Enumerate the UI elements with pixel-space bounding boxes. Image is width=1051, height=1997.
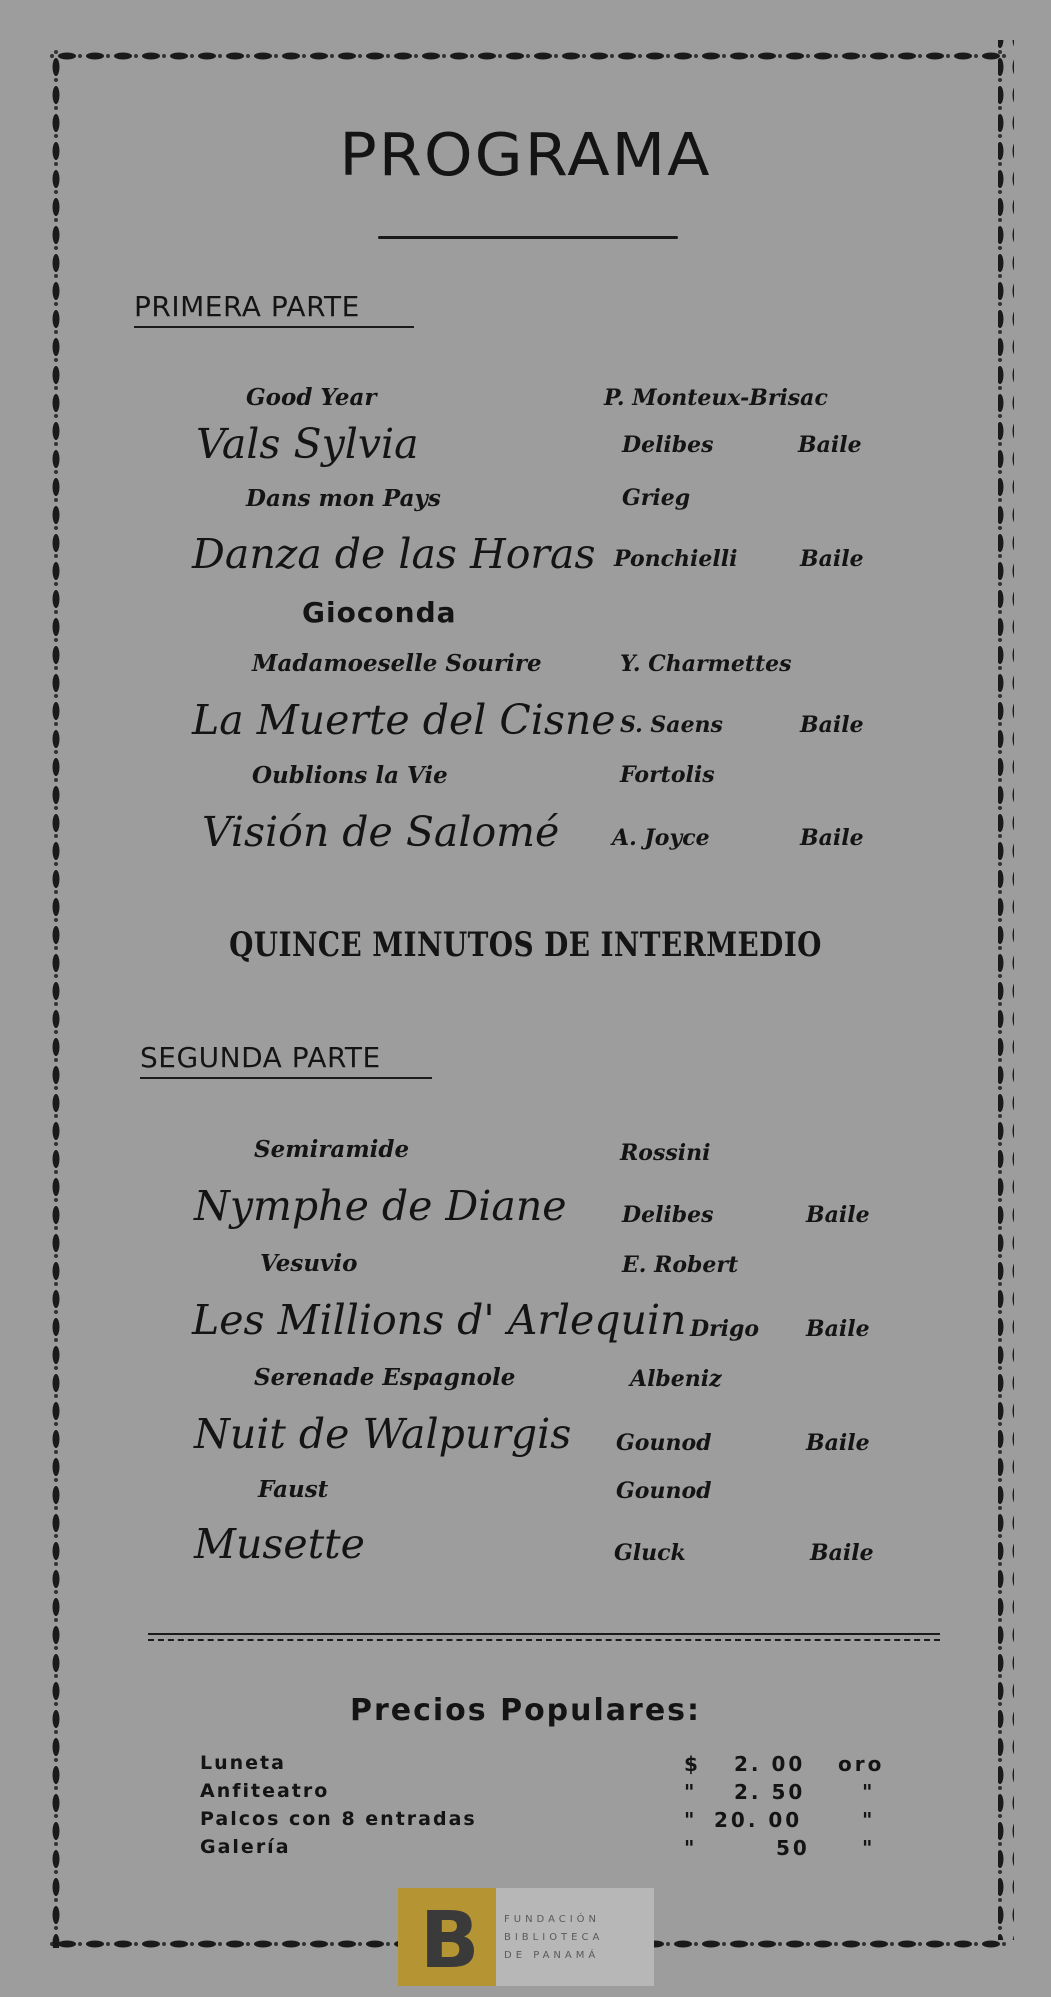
piece-good-year: Good Year [246, 384, 377, 411]
price-unit: " [862, 1780, 876, 1804]
price-currency: " [684, 1808, 698, 1832]
price-unit: " [862, 1836, 876, 1860]
piece-gioconda: Gioconda [302, 596, 457, 629]
piece-oublions-la-vie: Oublions la Vie [252, 762, 448, 789]
price-unit: oro [838, 1752, 885, 1776]
baile-label: Baile [800, 546, 864, 572]
composer-rossini: Rossini [620, 1140, 711, 1166]
composer-delibes: Delibes [622, 1202, 714, 1228]
piece-les-millions-d-arlequin: Les Millions d' Arlequin [192, 1296, 687, 1344]
piece-vals-sylvia: Vals Sylvia [196, 420, 419, 468]
composer-gounod: Gounod [616, 1430, 712, 1456]
prices-heading: Precios Populares: [349, 1693, 702, 1728]
baile-label: Baile [806, 1202, 870, 1228]
price-label-anfiteatro: Anfiteatro [200, 1780, 330, 1802]
price-amount-anfiteatro: 2. 50 [734, 1780, 806, 1804]
baile-label: Baile [806, 1430, 870, 1456]
baile-label: Baile [798, 432, 862, 458]
baile-label: Baile [800, 825, 864, 851]
logo-line-2: BIBLIOTECA [504, 1932, 604, 1943]
title-underline [378, 236, 678, 239]
composer-charmettes: Y. Charmettes [620, 651, 792, 677]
piece-vesuvio: Vesuvio [260, 1250, 358, 1277]
baile-label: Baile [810, 1540, 874, 1566]
piece-semiramide: Semiramide [254, 1136, 410, 1163]
composer-monteux-brisac: P. Monteux-Brisac [604, 385, 828, 411]
piece-madamoeselle-sourire: Madamoeselle Sourire [252, 650, 542, 677]
baile-label: Baile [806, 1316, 870, 1342]
piece-la-muerte-del-cisne: La Muerte del Cisne [192, 696, 616, 744]
composer-robert: E. Robert [622, 1252, 739, 1278]
price-label-palcos: Palcos con 8 entradas [200, 1808, 477, 1830]
logo-line-3: DE PANAMÁ [504, 1950, 600, 1961]
price-currency: " [684, 1836, 698, 1860]
composer-gluck: Gluck [614, 1540, 686, 1566]
composer-joyce: A. Joyce [612, 825, 710, 851]
piece-nymphe-de-diane: Nymphe de Diane [194, 1182, 567, 1230]
primera-parte-heading: PRIMERA PARTE [134, 290, 414, 328]
intermission-notice: QUINCE MINUTOS DE INTERMEDIO [229, 925, 822, 965]
piece-nuit-de-walpurgis: Nuit de Walpurgis [194, 1410, 572, 1458]
logo-b-mark: B [398, 1888, 496, 1986]
composer-ponchielli: Ponchielli [614, 546, 738, 572]
composer-fortolis: Fortolis [620, 762, 715, 788]
piece-faust: Faust [258, 1476, 329, 1503]
page-title: PROGRAMA [339, 119, 712, 190]
price-unit: " [862, 1808, 876, 1832]
piece-musette: Musette [194, 1520, 365, 1568]
logo-line-1: FUNDACIÓN [504, 1914, 601, 1925]
composer-delibes: Delibes [622, 432, 714, 458]
section-divider-dashed [148, 1639, 940, 1641]
baile-label: Baile [800, 712, 864, 738]
price-label-luneta: Luneta [200, 1752, 286, 1774]
piece-vision-de-salome: Visión de Salomé [202, 808, 560, 856]
composer-saint-saens: S. Saens [620, 712, 723, 738]
price-amount-palcos: 20. 00 [714, 1808, 803, 1832]
composer-grieg: Grieg [622, 485, 691, 511]
composer-drigo: Drigo [690, 1316, 760, 1342]
piece-danza-de-las-horas: Danza de las Horas [192, 530, 596, 578]
composer-albeniz: Albeniz [630, 1366, 722, 1392]
piece-serenade-espagnole: Serenade Espagnole [254, 1364, 516, 1391]
price-currency: $ [684, 1752, 701, 1776]
segunda-parte-heading: SEGUNDA PARTE [140, 1041, 432, 1079]
price-amount-luneta: 2. 00 [734, 1752, 806, 1776]
section-divider [148, 1633, 940, 1635]
price-currency: " [684, 1780, 698, 1804]
piece-dans-mon-pays: Dans mon Pays [246, 485, 441, 512]
fundacion-logo [398, 1888, 654, 1986]
price-label-galeria: Galería [200, 1836, 291, 1858]
price-amount-galeria: 50 [776, 1836, 810, 1860]
composer-gounod: Gounod [616, 1478, 712, 1504]
